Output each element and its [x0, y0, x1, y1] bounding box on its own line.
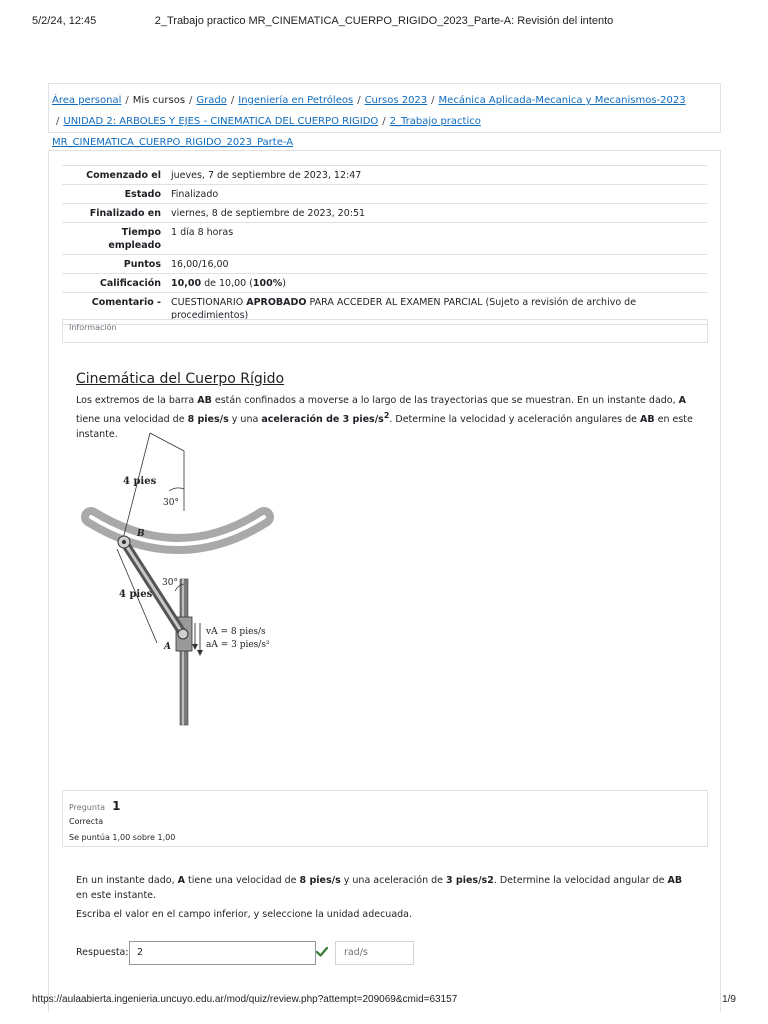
- comment-text: CUESTIONARIO: [171, 297, 247, 308]
- acceleration-arrowhead: [197, 650, 203, 656]
- grade-text-end: ): [282, 278, 286, 289]
- summary-label: Estado: [62, 185, 166, 204]
- label-aa: aA = 3 pies/s²: [206, 640, 270, 650]
- print-title: 2_Trabajo practico MR_CINEMATICA_CUERPO_RIGIDO_2023_Parte-A: Revisión del intento: [154, 15, 614, 27]
- dimension-line: [150, 433, 184, 451]
- breadcrumb-separator: /: [56, 116, 60, 127]
- print-url: https://aulaabierta.ingenieria.uncuyo.edu.ar/mod/quiz/review.php?attempt=209069&cmid=63157: [32, 994, 458, 1005]
- summary-value: [166, 274, 707, 293]
- grade-score: 10,00: [171, 278, 202, 289]
- text-run: Los extremos de la barra: [76, 395, 198, 406]
- text-bold: A: [678, 395, 687, 406]
- text-bold: 8 pies/s: [187, 414, 229, 426]
- question-info-box: [62, 790, 708, 847]
- label-top-angle: 30°: [163, 498, 179, 508]
- label-a: A: [164, 642, 171, 652]
- grade-text: de 10,00 (: [201, 278, 253, 289]
- text-run: y una: [228, 414, 262, 426]
- label-top-length: 4 pies: [123, 476, 157, 487]
- comment-bold: APROBADO: [246, 297, 307, 308]
- question-number: 1: [112, 799, 121, 813]
- text-bold: 8 pies/s: [299, 875, 341, 886]
- attempt-summary-table: [62, 165, 707, 325]
- breadcrumb-separator: /: [382, 116, 386, 127]
- text-run: aceleración de 3 pies/s: [261, 414, 384, 426]
- angle-arc: [169, 488, 184, 491]
- print-header: [32, 15, 736, 31]
- label-va: vA = 8 pies/s: [206, 627, 266, 637]
- text-run: tiene una velocidad de: [184, 875, 300, 886]
- superscript: 2: [383, 411, 390, 420]
- velocity-arrowhead: [192, 644, 198, 650]
- text-run: En un instante dado,: [76, 875, 178, 886]
- text-bold: AB: [640, 414, 655, 426]
- summary-row-time: [62, 223, 707, 255]
- breadcrumb-separator: /: [125, 95, 129, 106]
- breadcrumb-mis-cursos: Mis cursos: [132, 95, 186, 106]
- answer-input[interactable]: 2: [129, 941, 316, 965]
- print-date: 5/2/24, 12:45: [32, 15, 97, 27]
- text-run: tiene una velocidad de: [76, 414, 188, 426]
- pin-a: [178, 629, 188, 639]
- rigid-body-figure: [79, 431, 294, 728]
- question-number-line: [69, 795, 701, 814]
- summary-label: Calificación: [62, 274, 166, 293]
- text-run: . Determine la velocidad angular de: [493, 875, 668, 886]
- question-paragraph: [76, 873, 696, 903]
- unit-select[interactable]: rad/s: [335, 941, 414, 965]
- summary-label: Puntos: [62, 255, 166, 274]
- summary-row-grade: [62, 274, 707, 293]
- text-bold: AB: [667, 875, 683, 886]
- question-number-label: Pregunta: [69, 803, 105, 812]
- breadcrumb-separator: /: [357, 95, 361, 106]
- print-page-count: 1/9: [722, 994, 736, 1005]
- question-state: Correcta: [69, 817, 104, 826]
- breadcrumb-separator: /: [189, 95, 193, 106]
- breadcrumb-separator: /: [431, 95, 435, 106]
- question-instruction: Escriba el valor en el campo inferior, y seleccione la unidad adecuada.: [76, 909, 413, 920]
- summary-row-points: [62, 255, 707, 274]
- summary-label: Comentario -: [62, 293, 166, 325]
- breadcrumb-grado[interactable]: Grado: [196, 95, 227, 106]
- breadcrumb-cursos-2023[interactable]: Cursos 2023: [364, 95, 428, 106]
- print-footer: [32, 994, 736, 1008]
- text-run: y una aceleración de: [340, 875, 447, 886]
- comment-text: PARA ACCEDER AL EXAMEN PARCIAL (Sujeto a revisión de archivo de procedimientos): [171, 297, 637, 321]
- breadcrumb-ingenieria-petroleos[interactable]: Ingeniería en Petróleos: [238, 95, 354, 106]
- summary-label: Finalizado en: [62, 204, 166, 223]
- correct-check-icon: [315, 945, 329, 959]
- summary-value: 16,00/16,00: [166, 255, 707, 274]
- grade-percent: 100%: [252, 278, 283, 289]
- summary-row-started: [62, 166, 707, 185]
- label-mid-angle: 30°: [162, 578, 178, 588]
- text-run: . Determine la velocidad y aceleración angulares de: [389, 414, 641, 426]
- summary-value: 1 día 8 horas: [166, 223, 707, 255]
- summary-value: viernes, 8 de septiembre de 2023, 20:51: [166, 204, 707, 223]
- summary-label: Comenzado el: [62, 166, 166, 185]
- bar-ab-highlight: [124, 542, 183, 634]
- text-bold: [261, 411, 390, 426]
- text-bold: AB: [197, 395, 212, 406]
- text-run: en este instante.: [76, 890, 157, 901]
- quiz-review-region: [48, 150, 721, 1012]
- label-b: B: [137, 529, 145, 539]
- question-grade: Se puntúa 1,00 sobre 1,00: [69, 833, 176, 842]
- breadcrumb-trabajo-practico[interactable]: 2_Trabajo practico MR_CINEMATICA_CUERPO_RIGIDO_2023_Parte-A: [52, 116, 481, 148]
- text-run: están confinados a moverse a lo largo de las trayectorias que se muestran. En un instante dado,: [211, 395, 679, 406]
- summary-value: Finalizado: [166, 185, 707, 204]
- summary-row-state: [62, 185, 707, 204]
- breadcrumb-mecanica-aplicada[interactable]: Mecánica Aplicada-Mecanica y Mecanismos-2023: [438, 95, 686, 106]
- breadcrumb-area-personal[interactable]: Área personal: [52, 95, 122, 106]
- text-bold: A: [177, 875, 185, 886]
- question-text: [76, 873, 696, 922]
- breadcrumb-unidad-2[interactable]: UNIDAD 2: ARBOLES Y EJES - CINEMATICA DEL CUERPO RIGIDO: [63, 116, 379, 127]
- label-bottom-length: 4 pies: [119, 589, 153, 600]
- text-run: en este instante.: [76, 414, 693, 441]
- content-title: Cinemática del Cuerpo Rígido: [76, 371, 285, 387]
- pin-b-center: [122, 540, 126, 544]
- summary-value: jueves, 7 de septiembre de 2023, 12:47: [166, 166, 707, 185]
- text-bold: 3 pies/s2: [446, 875, 494, 886]
- info-label: Información: [69, 323, 117, 332]
- info-box: [62, 319, 708, 343]
- answer-label: Respuesta:: [76, 947, 129, 958]
- breadcrumb: [48, 83, 721, 148]
- rod-highlight: [182, 579, 184, 725]
- summary-row-finished: [62, 204, 707, 223]
- breadcrumb-separator: /: [230, 95, 235, 106]
- summary-label: Tiempo empleado: [62, 223, 166, 255]
